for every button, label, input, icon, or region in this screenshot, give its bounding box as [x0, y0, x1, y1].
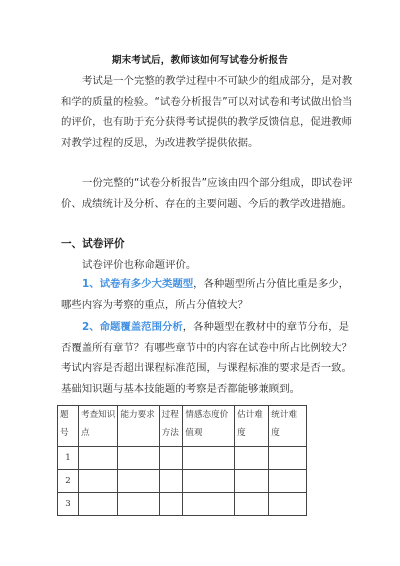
header-knowledge-point: 考查知识点	[78, 406, 117, 447]
table-cell	[78, 493, 117, 516]
document-title: 期末考试后，教师该如何写试卷分析报告	[111, 55, 289, 66]
table-cell	[183, 470, 235, 493]
header-ability: 能力要求	[118, 406, 159, 447]
item-question-types-highlight: 1、试卷有多少大类题型	[82, 278, 194, 290]
item-coverage-highlight: 2、命题覆盖范围分析	[82, 321, 183, 333]
table-cell	[269, 493, 307, 516]
table-cell	[183, 493, 235, 516]
structure-paragraph: 一份完整的“试卷分析报告”应该由四个部分组成，即试卷评价、成绩统计及分析、存在的主要问题、今后的教学改进措施。	[61, 177, 353, 210]
table-row	[58, 470, 307, 493]
table-cell	[269, 447, 307, 470]
header-process-method: 过程方法	[159, 406, 183, 447]
table-cell: 2	[58, 470, 79, 493]
table-cell	[159, 493, 183, 516]
intro-paragraph: 考试是一个完整的教学过程中不可缺少的组成部分，是对教和学的质量的检验。“试卷分析报告”可以对试卷和考试做出恰当的评价，也有助于充分获得考试提供的教学反馈信息，促进教师对教学过程的反思，为改进教学提供依据。	[61, 75, 353, 149]
table-header-row	[58, 406, 307, 447]
item-coverage-analysis	[61, 317, 357, 399]
table-row	[58, 447, 307, 470]
table-cell	[235, 470, 269, 493]
header-attitude-values: 情感态度价值观	[183, 406, 235, 447]
table-cell: 1	[58, 447, 79, 470]
table-cell	[78, 470, 117, 493]
table-cell	[78, 447, 117, 470]
item-question-types	[61, 274, 357, 315]
table-cell	[235, 447, 269, 470]
table-cell	[159, 447, 183, 470]
header-statistical-difficulty: 统计难度	[269, 406, 307, 447]
table-cell	[118, 470, 159, 493]
header-estimated-difficulty: 估计难度	[235, 406, 269, 447]
header-question-no: 题号	[58, 406, 79, 447]
table-row	[58, 493, 307, 516]
table-cell	[118, 493, 159, 516]
definition-paragraph: 试卷评价也称命题评价。	[82, 259, 197, 271]
exam-evaluation-table	[57, 405, 307, 516]
section-heading-exam-evaluation: 一、试卷评价	[61, 238, 125, 250]
table-cell	[235, 493, 269, 516]
table-cell	[159, 470, 183, 493]
item-question-types-text: ，各种题型所占分值比重是多少，哪些内容为考察的重点，所占分值较大？	[61, 278, 349, 311]
item-coverage-text: ，各种题型在教材中的章节分布，是否覆盖所有章节？有哪些章节中的内容在试卷中所占比例较大？考试内容是否超出课程标准范围，与课程标准的要求是否一致。基础知识题与基本技能题的考察是否都能够兼顾到。	[61, 321, 352, 395]
table-cell	[183, 447, 235, 470]
table-cell	[269, 470, 307, 493]
table-cell: 3	[58, 493, 79, 516]
table-cell	[118, 447, 159, 470]
